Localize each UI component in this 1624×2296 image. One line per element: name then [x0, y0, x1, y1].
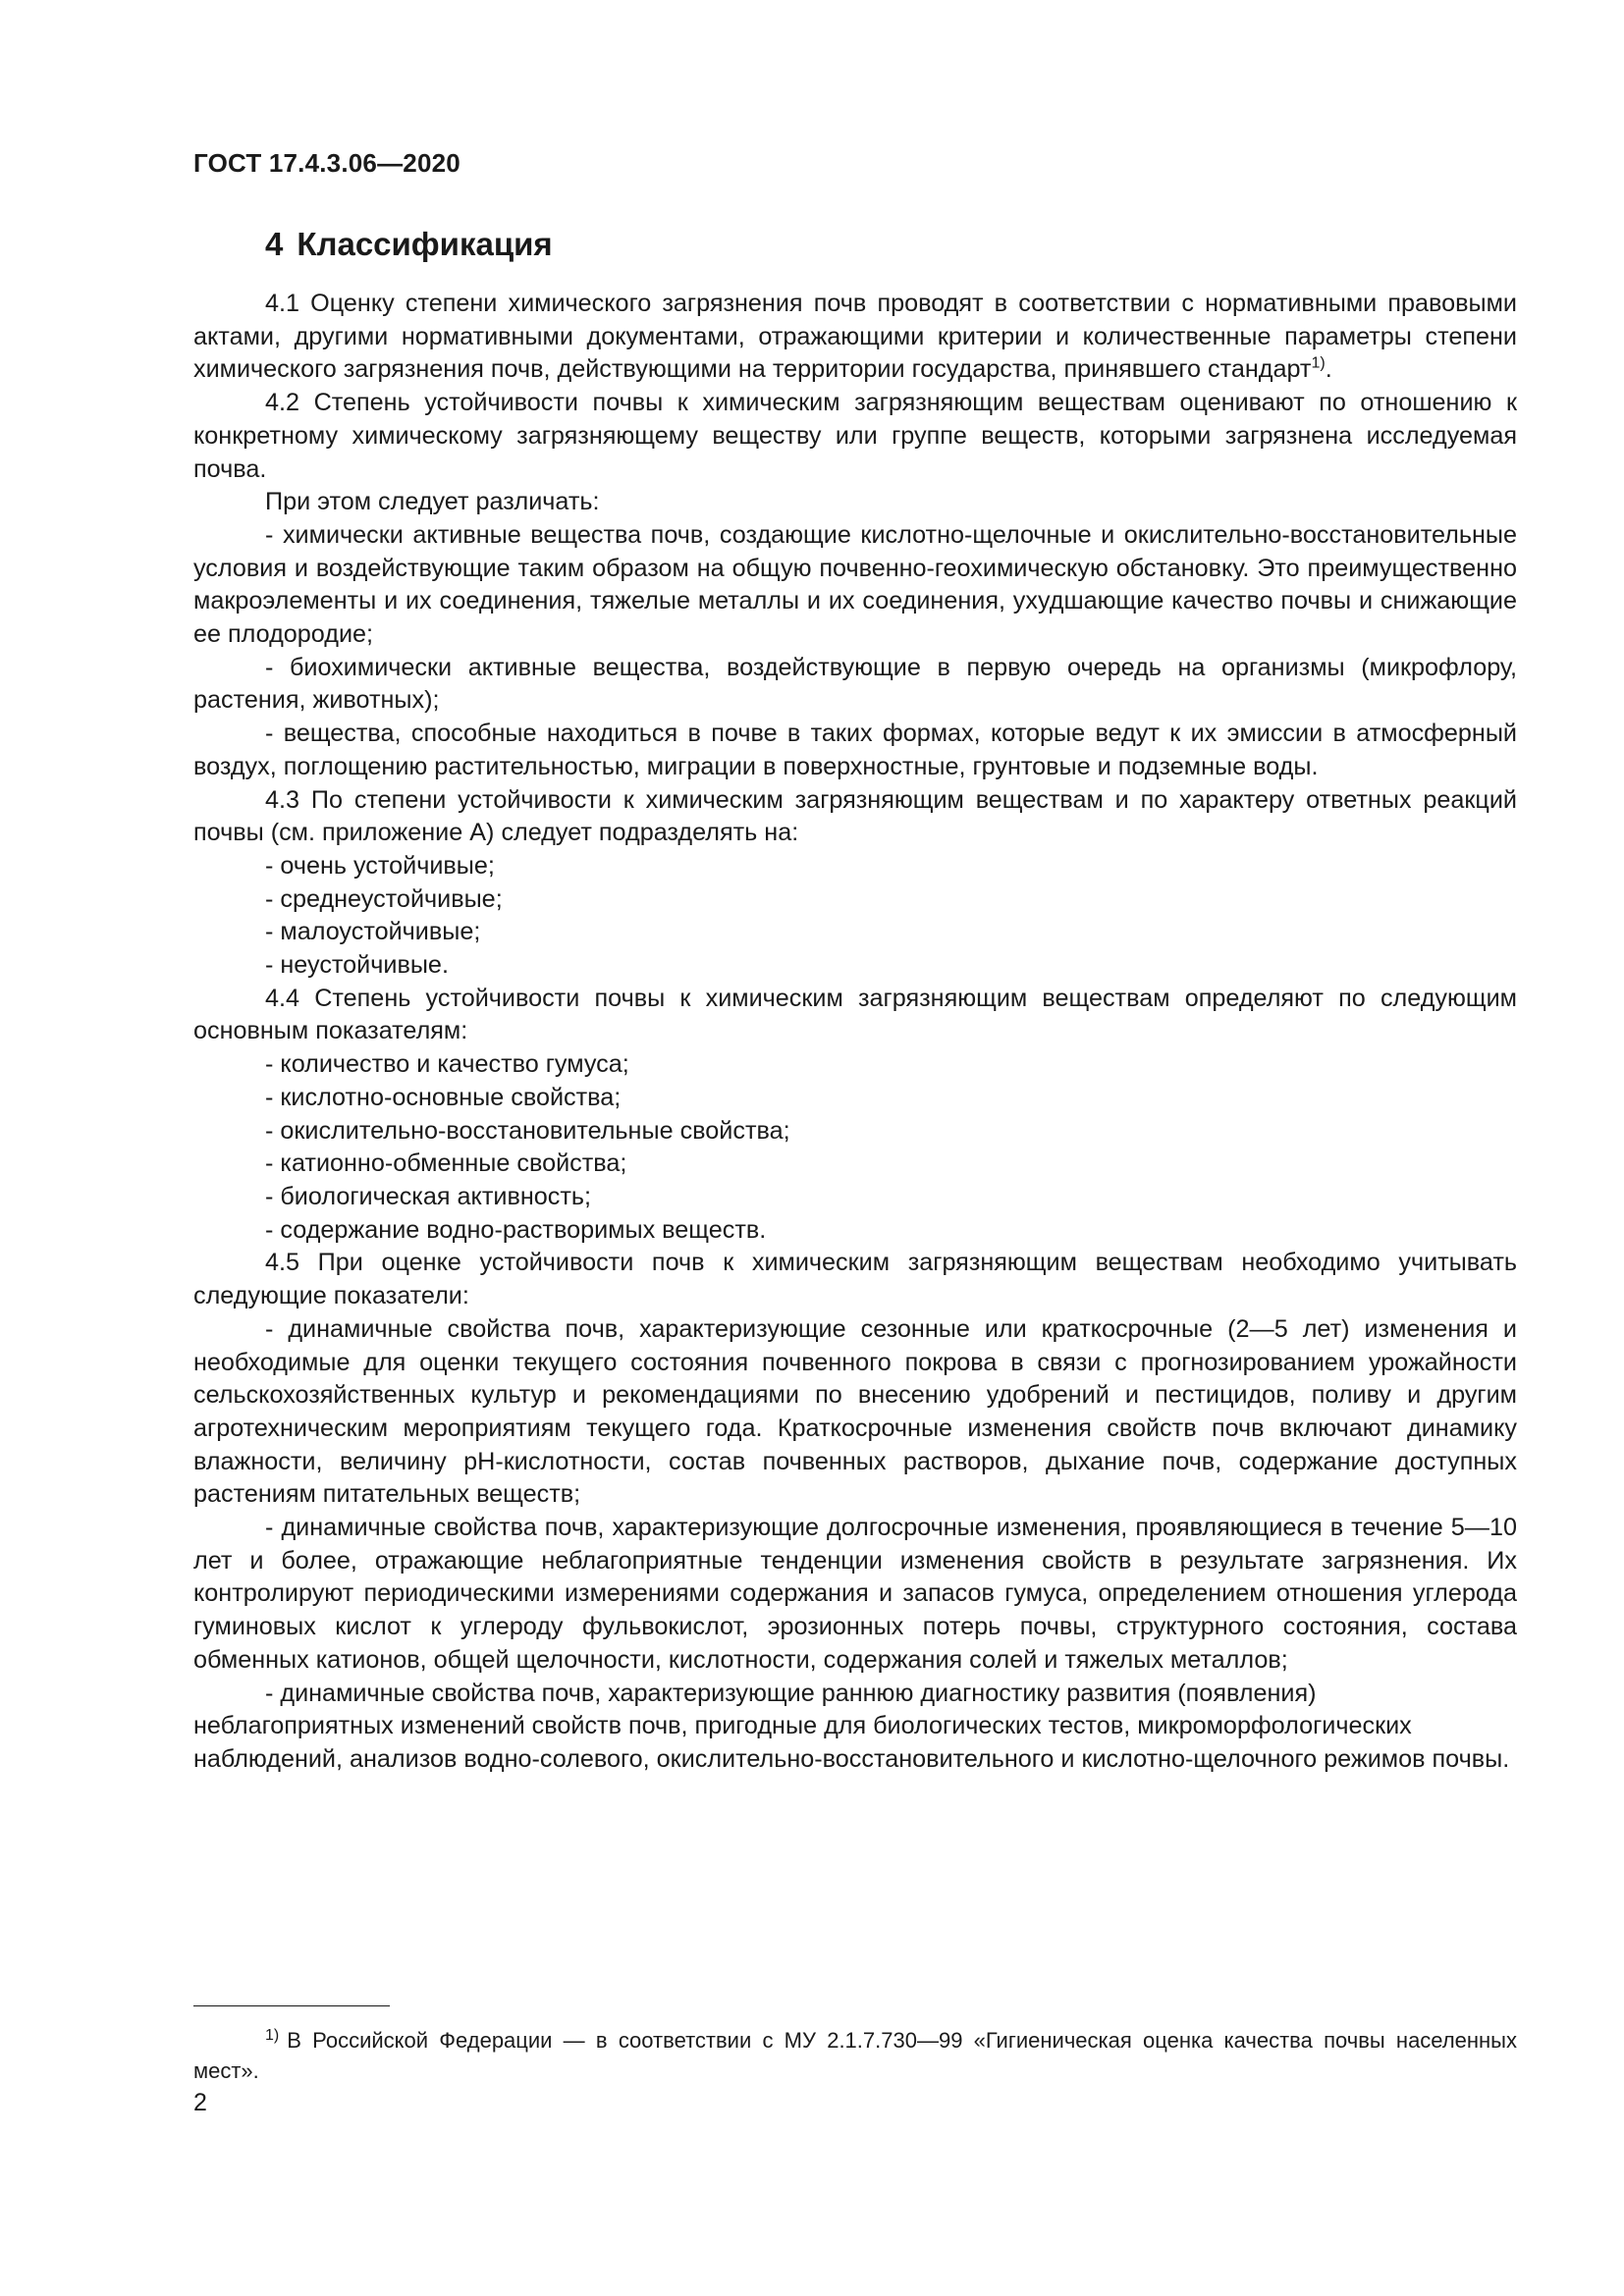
- footnote-text: В Российской Федерации — в соответствии с МУ 2.1.7.730—99 «Гигиеническая оценка качества почвы населенных мест».: [193, 2028, 1517, 2083]
- list-item: - кислотно-основные свойства;: [265, 1083, 622, 1111]
- paragraph: При этом следует различать:: [265, 488, 600, 516]
- list-item: - катионно-обменные свойства;: [265, 1149, 627, 1178]
- list-item: - малоустойчивые;: [265, 918, 481, 946]
- footnote-reference: 1): [1311, 355, 1326, 373]
- footnote: [193, 2025, 1517, 2086]
- paragraph: 4.5 При оценке устойчивости почв к химическим загрязняющим веществам необходимо учитывать следующие показатели:: [193, 1249, 1517, 1310]
- paragraph: 4.2 Степень устойчивости почвы к химическим загрязняющим веществам оценивают по отношению к конкретному химическому загрязняющему веществу или группе веществ, которыми загрязнена исследуемая почва.: [193, 389, 1517, 483]
- list-item: - неустойчивые.: [265, 951, 449, 980]
- list-item: - содержание водно-растворимых веществ.: [265, 1215, 767, 1244]
- paragraph: 4.1 Оценку степени химического загрязнения почв проводят в соответствии с нормативными правовыми актами, другими нормативными документами, отражающими критерии и количественные параметры степени химического загрязнения почв, действующими на территории государства, принявшего стандарт$^{1)}$.: [193, 290, 1517, 384]
- paragraph: 4.4 Степень устойчивости почвы к химическим загрязняющим веществам определяют по следующим основным показателям:: [193, 984, 1517, 1045]
- list-item: - биологическая активность;: [265, 1182, 591, 1210]
- list-item: - динамичные свойства почв, характеризующие сезонные или краткосрочные (2—5 лет) изменения и необходимые для оценки текущего состояния почвенного покрова в связи с прогнозированием урожайности сельскохозяйственных культур и рекомендациями по внесению удобрений и пестицидов, поливу и другим агротехническим мероприятиям текущего года. Краткосрочные изменения свойств почв включают динамику влажности, величину рН-кислотности, состав почвенных растворов, дыхание почв, содержание доступных растениям питательных веществ;: [193, 1314, 1517, 1509]
- list-item: - среднеустойчивые;: [265, 884, 503, 913]
- footnote-divider: [193, 2005, 390, 2006]
- section-number: 4: [265, 226, 284, 262]
- list-item: - количество и качество гумуса;: [265, 1050, 629, 1079]
- list-item: - вещества, способные находиться в почве в таких формах, которые ведут к их эмиссии в атмосферный воздух, поглощению растительностью, миграции в поверхностные, грунтовые и подземные воды.: [193, 720, 1517, 780]
- document-body: [193, 288, 1517, 1777]
- standard-header: ГОСТ 17.4.3.06—2020: [193, 148, 460, 178]
- section-heading: [265, 226, 553, 263]
- list-item: - динамичные свойства почв, характеризующие раннюю диагностику развития (появления) неблагоприятных изменений свойств почв, пригодные для биологических тестов, микроморфологических наблюдений, анализов водно-солевого, окислительно-восстановительного и кислотно-щелочного режимов почвы.: [193, 1679, 1510, 1773]
- paragraph: 4.3 По степени устойчивости к химическим загрязняющим веществам и по характеру ответных реакций почвы (см. приложение А) следует подразделять на:: [193, 785, 1517, 847]
- page-number: 2: [193, 2089, 207, 2116]
- list-item: - химически активные вещества почв, создающие кислотно-щелочные и окислительно-восстановительные условия и воздействующие таким образом на общую почвенно-геохимическую обстановку. Это преимущественно макроэлементы и их соединения, тяжелые металлы и их соединения, ухудшающие качество почвы и снижающие ее плодородие;: [193, 520, 1517, 649]
- list-item: - очень устойчивые;: [265, 851, 495, 880]
- footnote-mark: 1): [265, 2026, 280, 2044]
- list-item: - биохимически активные вещества, воздействующие в первую очередь на организмы (микрофлору, растения, животных);: [193, 653, 1517, 715]
- section-title: Классификация: [297, 226, 553, 262]
- list-item: - окислительно-восстановительные свойства;: [265, 1116, 790, 1145]
- list-item: - динамичные свойства почв, характеризующие долгосрочные изменения, проявляющиеся в течение 5—10 лет и более, отражающие неблагоприятные тенденции изменения свойств в результате загрязнения. Их контролируют периодическими измерениями содержания и запасов гумуса, определением отношения углерода гуминовых кислот к углероду фульвокислот, эрозионных потерь почвы, структурного состояния, состава обменных катионов, общей щелочности, кислотности, содержания солей и тяжелых металлов;: [193, 1514, 1517, 1674]
